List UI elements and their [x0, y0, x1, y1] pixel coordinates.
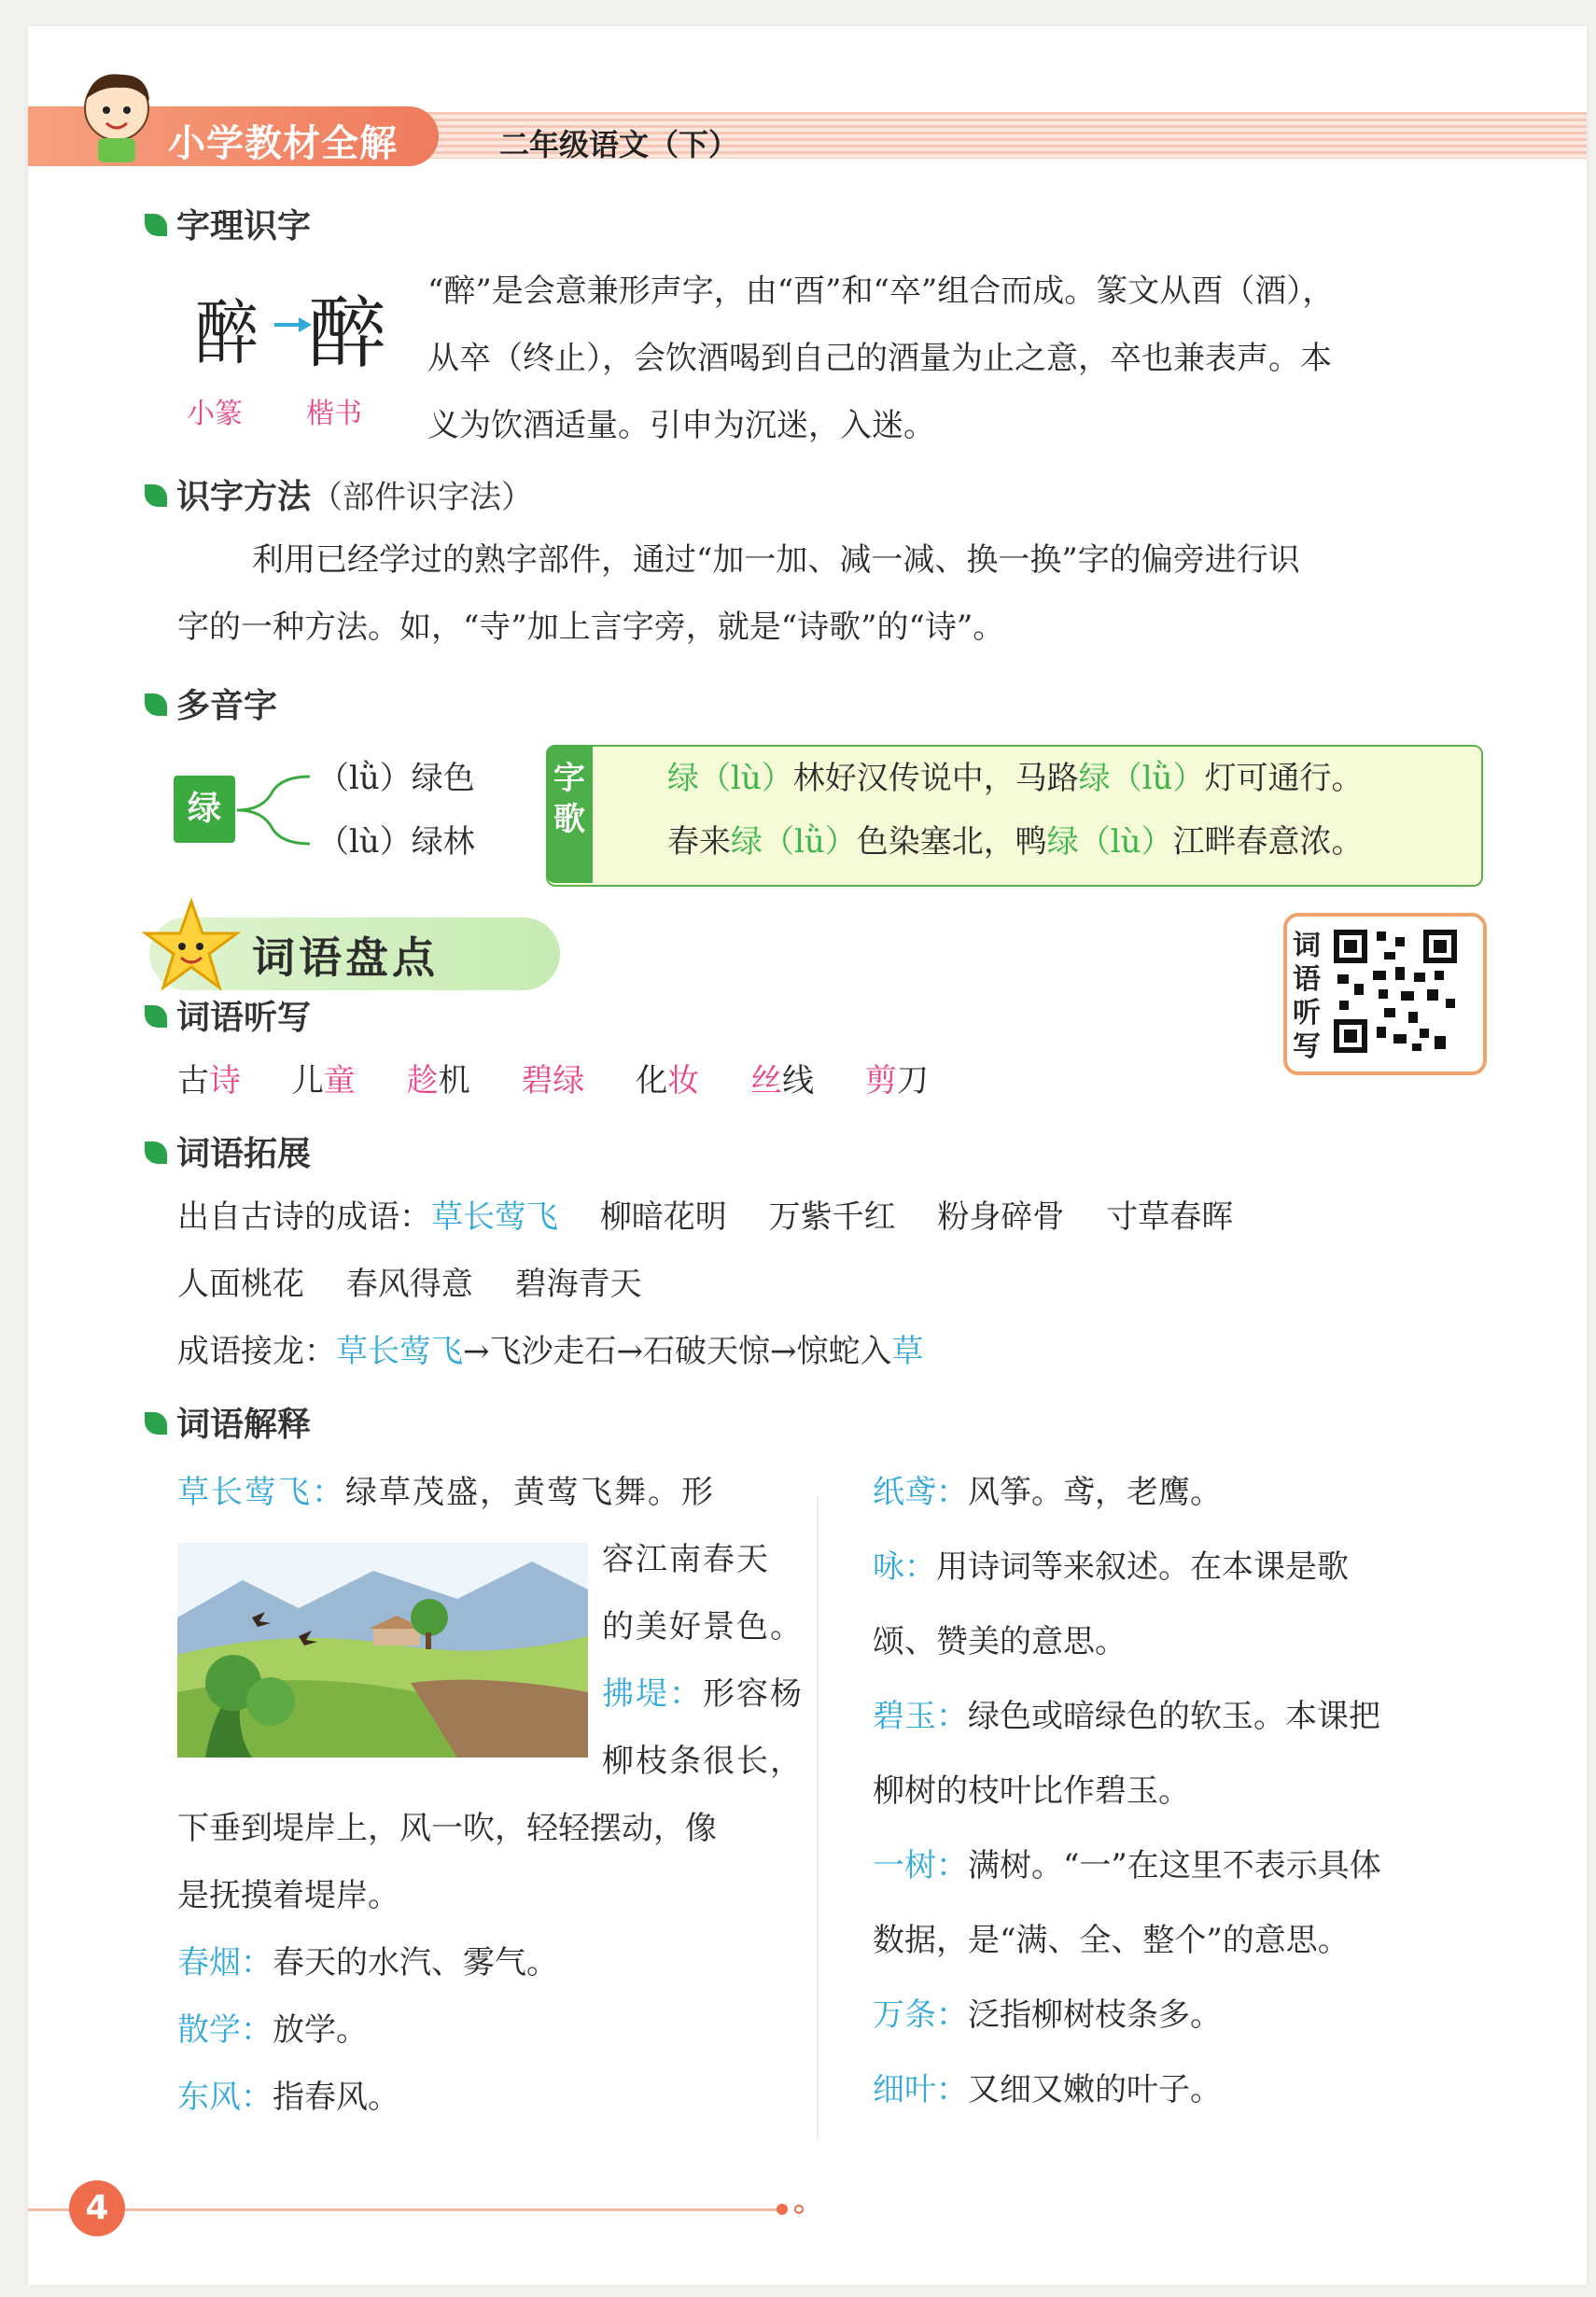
- section-title-explain: 词语解释: [145, 1398, 311, 1446]
- footer-dots-icon: [775, 2202, 812, 2217]
- dictation-word: 趁机: [406, 1062, 470, 1099]
- def-fudi-line-4: 是抚摸着堤岸。: [177, 1877, 399, 1914]
- song-line-1: [667, 745, 1364, 812]
- song-text: 春来: [667, 823, 731, 861]
- leaf-icon: [145, 1005, 167, 1028]
- header-subtitle: 二年级语文（下）: [499, 127, 739, 162]
- def-yong-line-1: 咏：用诗词等来叙述。在本课是歌: [873, 1548, 1349, 1586]
- def-zhiyuan: 纸鸢：风筝。鸢，老鹰。: [873, 1474, 1222, 1511]
- zili-line: 从卒（终止），会饮酒喝到自己的酒量为止之意，卒也兼表声。本: [427, 340, 1332, 377]
- def-sanxue: 散学：放学。: [177, 2011, 368, 2049]
- column-divider: [817, 1496, 819, 2140]
- leaf-icon: [145, 214, 167, 236]
- label-xiaozhuan: 小篆: [187, 398, 243, 430]
- dictation-word: 碧绿: [521, 1062, 585, 1099]
- method-line-2: 字的一种方法。如，“寺”加上言字旁，就是“诗歌”的“诗”。: [177, 609, 1005, 646]
- label-kaishu: 楷书: [306, 398, 362, 430]
- leaf-icon: [145, 1412, 167, 1435]
- song-hl: 绿（lù）: [667, 760, 793, 797]
- song-text: 灯可通行。: [1204, 760, 1364, 797]
- song-hl: 绿（lǜ）: [731, 823, 857, 861]
- dictation-word: 丝线: [750, 1062, 815, 1099]
- expand-line-2: 人面桃花 春风得意 碧海青天: [177, 1266, 642, 1303]
- branch-bracket-icon: [235, 763, 319, 857]
- star-icon: [140, 894, 243, 997]
- song-text: 色染塞北，鸭: [856, 823, 1047, 861]
- qr-label: 词 语 听 写: [1293, 930, 1321, 1063]
- def-fudi-line-1: 拂堤：形容杨: [602, 1675, 804, 1713]
- dictation-words: [177, 1047, 929, 1114]
- def-chunyan: 春烟：春天的水汽、雾气。: [177, 1944, 558, 1982]
- dictation-word: 儿童: [291, 1062, 356, 1099]
- footer-line: [28, 2208, 784, 2211]
- section-title-dictation: 词语听写: [145, 991, 311, 1039]
- qr-code-icon[interactable]: [1330, 926, 1461, 1057]
- def-fudi-line-3: 下垂到堤岸上，风一吹，轻轻摆动，像: [177, 1810, 717, 1847]
- section-title-zili: 字理识字: [145, 200, 311, 247]
- song-tag-char: 字: [553, 760, 585, 797]
- reading-2: （lù）绿林: [317, 823, 475, 861]
- reading-1: （lǜ）绿色: [317, 760, 475, 797]
- expand-line-3: 成语接龙：草长莺飞→飞沙走石→石破天惊→惊蛇入草: [177, 1333, 924, 1370]
- def-biyu-line-2: 柳树的枝叶比作碧玉。: [873, 1772, 1190, 1810]
- dictation-word: 化妆: [636, 1062, 700, 1099]
- boy-mascot-icon: [65, 62, 168, 164]
- textbook-page: [28, 26, 1587, 2285]
- section-title-expand: 词语拓展: [145, 1127, 311, 1175]
- def-xiye: 细叶：又细又嫩的叶子。: [873, 2071, 1222, 2108]
- def-dongfeng: 东风：指春风。: [177, 2079, 399, 2116]
- def-yishu-line-2: 数据，是“满、全、整个”的意思。: [873, 1922, 1350, 1959]
- leaf-icon: [145, 484, 167, 507]
- section-title-polyphone: 多音字: [145, 679, 277, 727]
- banner-title: 词语盘点: [252, 932, 439, 983]
- header-title: 小学教材全解: [168, 122, 398, 165]
- def-wantiao: 万条：泛指柳树枝条多。: [873, 1996, 1222, 2034]
- method-line-1: 利用已经学过的熟字部件，通过“加一加、减一减、换一换”字的偏旁进行识: [252, 541, 1300, 579]
- def-caozhang-line-1: 草长莺飞：绿草茂盛，黄莺飞舞。形: [177, 1474, 715, 1511]
- def-caozhang-line-3: 的美好景色。: [602, 1608, 804, 1646]
- def-caozhang-line-2: 容江南春天: [602, 1541, 770, 1578]
- expand-line-1: 出自古诗的成语：草长莺飞 柳暗花明 万紫千红 粉身碎骨 寸草春晖: [177, 1198, 1234, 1236]
- def-fudi-line-2: 柳枝条很长，: [602, 1743, 804, 1780]
- song-tag: [546, 745, 593, 883]
- leaf-icon: [145, 693, 167, 716]
- leaf-icon: [145, 1141, 167, 1164]
- def-yishu-line-1: 一树：满树。“一”在这里不表示具体: [873, 1847, 1381, 1884]
- song-hl: 绿（lù）: [1046, 823, 1173, 861]
- dictation-word: 古诗: [177, 1062, 241, 1099]
- zili-paragraph: [427, 258, 1529, 459]
- song-hl: 绿（lǜ）: [1078, 760, 1205, 797]
- song-text: 江畔春意浓。: [1172, 823, 1364, 861]
- zili-line: “醉”是会意兼形声字，由“酉”和“卒”组合而成。篆文从酉（酒），: [427, 273, 1335, 310]
- method-note: （部件识字法）: [311, 479, 534, 516]
- page-number: 4: [69, 2180, 125, 2236]
- spring-landscape-illustration: [177, 1543, 588, 1758]
- zili-line: 义为饮酒适量。引申为沉迷，入迷。: [427, 407, 935, 444]
- dictation-word: 剪刀: [864, 1062, 929, 1099]
- song-text: 林好汉传说中，马路: [792, 760, 1079, 797]
- song-tag-char: 歌: [553, 801, 585, 838]
- kaishu-glyph: 醉: [308, 287, 387, 379]
- seal-glyph: 醉: [194, 291, 259, 374]
- def-biyu-line-1: 碧玉：绿色或暗绿色的软玉。本课把: [873, 1698, 1380, 1735]
- polyphone-char: 绿: [174, 776, 235, 843]
- section-title-method: 识字方法（部件识字法）: [145, 470, 533, 518]
- def-yong-line-2: 颂、赞美的意思。: [873, 1623, 1127, 1660]
- song-line-2: [667, 808, 1364, 875]
